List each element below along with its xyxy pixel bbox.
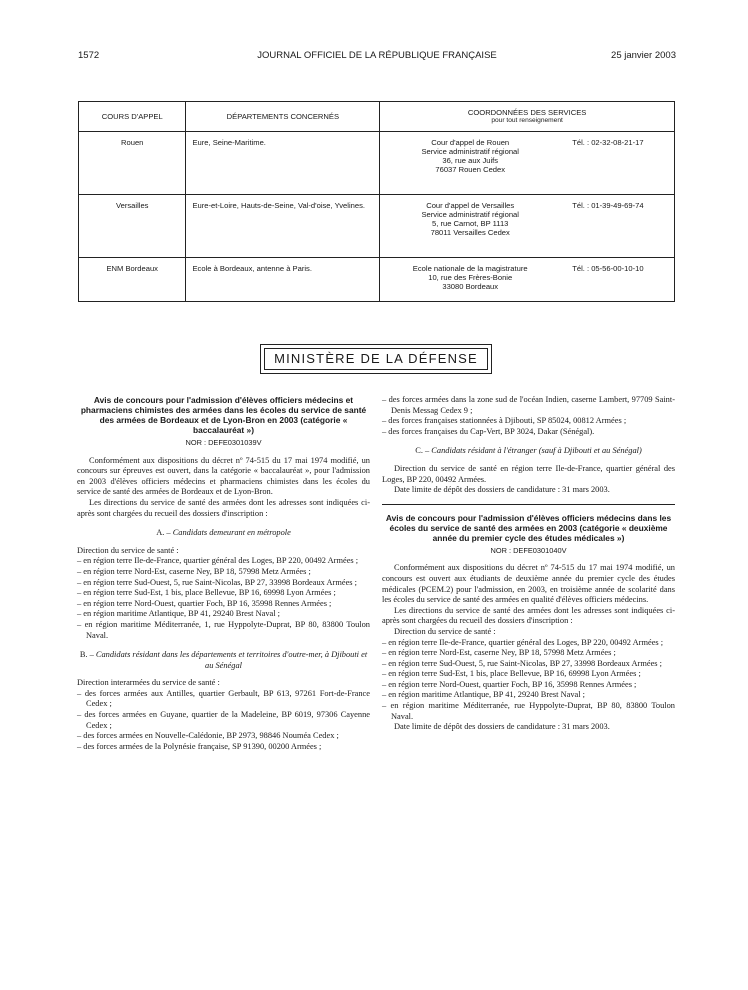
telephone: Tél. : 05-56-00-10-10 — [572, 264, 644, 273]
avis2-nor: NOR : DEFE0301040V — [490, 545, 567, 555]
list-item: – en région terre Sud-Ouest, 5, rue Saint-Nicolas, BP 27, 33998 Bordeaux Armées ; — [77, 577, 357, 587]
list-item: – des forces armées de la Polynésie française, SP 91390, 00200 Armées ; — [77, 741, 322, 751]
list-item: – des forces armées en Nouvelle-Calédonie, BP 2973, 98846 Nouméa Cedex ; — [77, 731, 339, 741]
header-cours: COURS D'APPEL — [79, 102, 186, 132]
list-item: – en région terre Nord-Est, caserne Ney, BP 18, 57998 Metz Armées ; — [77, 566, 311, 576]
avis1-deadline: Date limite de dépôt des dossiers de candidature : 31 mars 2003. — [394, 485, 610, 495]
table-row — [79, 132, 675, 195]
address-line: Cour d'appel de Versailles — [426, 201, 515, 210]
avis2-title: Avis de concours pour l'admission d'élèves officiers médecins dans les écoles du service de santé des armées en 2003 (catégorie « deuxième année du premier cycle des études médicales ») — [385, 512, 672, 543]
list-item: – en région maritime Méditerranée, 1, rue Hyppolyte-Duprat, BP 80, 83800 Toulon Naval. — [77, 619, 370, 640]
telephone: Tél. : 02-32-08-21-17 — [572, 138, 644, 147]
list-item: – des forces armées dans la zone sud de l'océan Indien, caserne Lambert, 97709 Saint-Denis Messag Cedex 9 ; — [382, 395, 675, 415]
page-header — [78, 50, 676, 64]
table-header-row — [79, 102, 675, 132]
cell-departements: Eure-et-Loire, Hauts-de-Seine, Val-d'oise, Yvelines. — [186, 195, 380, 258]
address-line: 10, rue des Frères-Bonie — [428, 273, 513, 282]
list-item: – en région terre Nord-Ouest, quartier Foch, BP 16, 35998 Rennes Armées ; — [77, 598, 332, 608]
list-item: – en région terre Sud-Est, 1 bis, place Bellevue, BP 16, 69998 Lyon Armées ; — [77, 588, 336, 598]
cell-cours: Rouen — [79, 132, 186, 195]
section-b-heading — [77, 650, 370, 671]
avis2-paragraph: Conformément aux dispositions du décret nº 74-515 du 17 mai 1974 modifié, un concours est ouvert aux étudiants de deuxième année du premier cycle des études médicales (PCEM.2) pour l'admission, en 2003, en troisième année de scolarité dans les écoles du service de santé des armées en qualité d'élèves officiers médecins. — [382, 563, 675, 605]
list-item: – en région terre Ile-de-France, quartier général des Loges, BP 220, 00492 Armées ; — [77, 556, 359, 566]
section-a-label: A. – — [156, 528, 171, 538]
address-line: Ecole nationale de la magistrature — [412, 264, 528, 273]
ministry-box — [260, 344, 492, 374]
section-b-label: B. – — [79, 650, 94, 660]
section-c-heading — [382, 446, 675, 457]
section-b-list — [77, 689, 370, 753]
list-item: – en région maritime Méditerranée, rue Hyppolyte-Duprat, BP 80, 83800 Toulon Naval. — [382, 701, 675, 721]
section-c-paragraph: Direction du service de santé en région terre Ile-de-France, quartier général des Loges, BP 220, 00492 Armées. — [382, 463, 675, 484]
section-a-heading — [77, 528, 370, 539]
section-b-intro: Direction interarmées du service de santé : — [77, 678, 220, 688]
section-b-list-continued — [382, 395, 675, 437]
section-divider — [382, 504, 675, 505]
section-a-intro: Direction du service de santé : — [77, 545, 179, 555]
telephone: Tél. : 01-39-49-69-74 — [572, 201, 644, 210]
header-coordonnees-title: COORDONNÉES DES SERVICES — [467, 108, 587, 117]
list-item: – en région terre Nord-Ouest, quartier Foch, BP 16, 35998 Rennes Armées ; — [382, 679, 637, 689]
section-b-title: Candidats résidant dans les départements et territoires d'outre-mer, à Djibouti et au Sénégal — [95, 650, 368, 670]
avis1-title: Avis de concours pour l'admission d'élèves officiers médecins et pharmaciens chimistes des armées dans les écoles du service de santé des armées de Bordeaux et de Lyon-Bron en 2003 (catégorie « baccalauréat ») — [80, 395, 367, 435]
journal-title: JOURNAL OFFICIEL DE LA RÉPUBLIQUE FRANÇAISE — [257, 50, 497, 61]
courts-table — [78, 101, 675, 302]
ministry-title: MINISTÈRE DE LA DÉFENSE — [264, 348, 488, 370]
header-coordonnees-sub: pour tout renseignement — [491, 117, 563, 124]
header-coordonnees — [380, 102, 675, 132]
address-line: Cour d'appel de Rouen — [431, 138, 510, 147]
list-item: – en région maritime Atlantique, BP 41, 29240 Brest Naval ; — [77, 609, 280, 619]
avis1-paragraph: Conformément aux dispositions du décret nº 74-515 du 17 mai 1974 modifié, un concours sur épreuves est ouvert, dans la catégorie « baccalauréat », pour l'admission en 2003 d'élèves officiers médecins et pharmaciens chimistes dans les écoles du service de santé des armées de Bordeaux et de Lyon-Bron. — [77, 455, 370, 497]
address-block — [380, 201, 560, 237]
avis1-nor: NOR : DEFE0301039V — [185, 438, 262, 447]
address-line: 76037 Rouen Cedex — [435, 165, 506, 174]
avis2-list — [382, 638, 675, 723]
avis1-paragraph: Les directions du service de santé des armées dont les adresses sont indiquées ci-après sont chargées du recueil des dossiers d'inscription : — [77, 497, 370, 518]
address-line: 5, rue Carnot, BP 1113 — [432, 219, 509, 228]
list-item: – en région terre Sud-Est, 1 bis, place Bellevue, BP 16, 69998 Lyon Armées ; — [382, 669, 641, 679]
address-block — [380, 138, 560, 174]
section-a-list — [77, 556, 370, 641]
left-column — [77, 395, 370, 752]
cell-cours: ENM Bordeaux — [79, 258, 186, 302]
page-number: 1572 — [78, 50, 100, 61]
cell-cours: Versailles — [79, 195, 186, 258]
cell-departements: Ecole à Bordeaux, antenne à Paris. — [186, 258, 380, 302]
list-item: – des forces françaises stationnées à Djibouti, SP 85024, 00812 Armées ; — [382, 416, 627, 426]
list-item: – des forces armées en Guyane, quartier de la Madeleine, BP 6019, 97306 Cayenne Cedex ; — [77, 710, 370, 730]
list-item: – en région terre Ile-de-France, quartier général des Loges, BP 220, 00492 Armées ; — [382, 637, 664, 647]
avis2-paragraph: Les directions du service de santé des armées dont les adresses sont indiquées ci-après sont chargées du recueil des dossiers d'inscription : — [382, 605, 675, 626]
table-row — [79, 195, 675, 258]
cell-coordonnees — [380, 258, 675, 302]
section-c-label: C. – — [415, 446, 430, 456]
table-row — [79, 258, 675, 302]
section-a-title: Candidats demeurant en métropole — [172, 528, 291, 538]
header-departements: DÉPARTEMENTS CONCERNÉS — [186, 102, 380, 132]
address-line: Service administratif régional — [421, 147, 519, 156]
list-item: – en région terre Nord-Est, caserne Ney, BP 18, 57998 Metz Armées ; — [382, 648, 616, 658]
cell-coordonnees — [380, 195, 675, 258]
cell-coordonnees — [380, 132, 675, 195]
list-item: – des forces françaises du Cap-Vert, BP 3024, Dakar (Sénégal). — [382, 426, 595, 436]
avis2-deadline: Date limite de dépôt des dossiers de candidature : 31 mars 2003. — [394, 722, 610, 732]
address-line: 36, rue aux Juifs — [442, 156, 499, 165]
address-line: 78011 Versailles Cedex — [430, 228, 510, 237]
section-c-title: Candidats résidant à l'étranger (sauf à Djibouti et au Sénégal) — [431, 446, 642, 456]
address-line: Service administratif régional — [421, 210, 519, 219]
avis2-intro: Direction du service de santé : — [394, 626, 496, 636]
address-block — [380, 264, 560, 291]
list-item: – des forces armées aux Antilles, quartier Gerbault, BP 613, 97261 Fort-de-France Cedex ; — [77, 688, 370, 709]
publication-date: 25 janvier 2003 — [611, 50, 676, 61]
list-item: – en région terre Sud-Ouest, 5, rue Saint-Nicolas, BP 27, 33998 Bordeaux Armées ; — [382, 658, 662, 668]
address-line: 33080 Bordeaux — [442, 282, 499, 291]
right-column — [382, 395, 675, 733]
list-item: – en région maritime Atlantique, BP 41, 29240 Brest Naval ; — [382, 690, 585, 700]
cell-departements: Eure, Seine-Maritime. — [186, 132, 380, 195]
